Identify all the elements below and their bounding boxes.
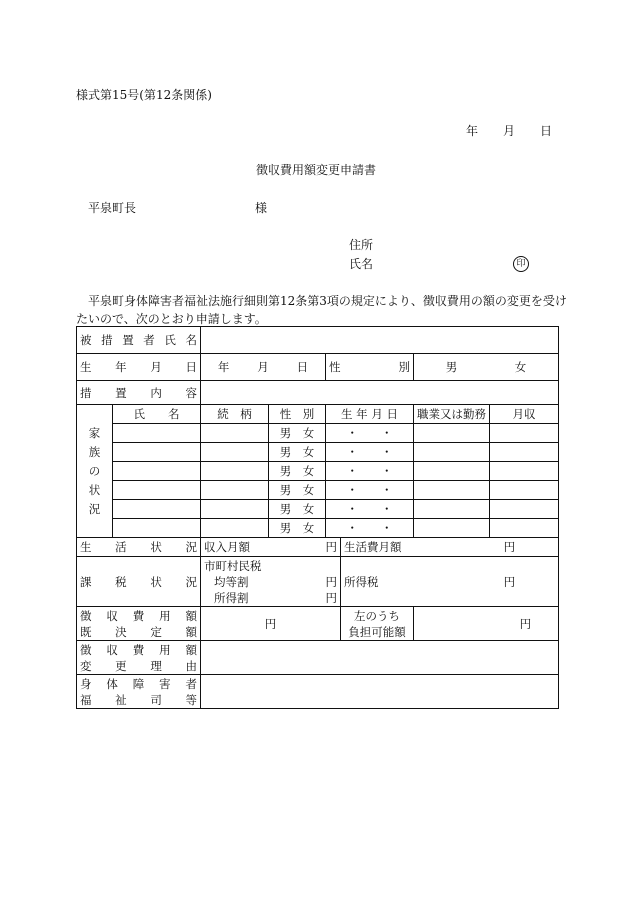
person-name-field[interactable] [201, 327, 559, 354]
family-relation-cell[interactable] [201, 462, 269, 481]
measure-label: 措置内容 [77, 381, 201, 405]
gender-label: 性別 [326, 354, 414, 381]
gender-field[interactable] [414, 354, 559, 381]
family-birth-cell[interactable]: ・ ・ [326, 481, 414, 500]
decided-amount-label [77, 607, 201, 641]
yen-unit: 円 [503, 540, 516, 554]
application-table [76, 326, 559, 709]
family-gender-cell[interactable]: 男 女 [269, 443, 326, 462]
disability-label-line-1: 身体障害者 [80, 676, 197, 691]
honorific: 様 [255, 201, 268, 215]
family-relation-cell[interactable] [201, 500, 269, 519]
living-expense-label: 生活費月額 [344, 540, 402, 554]
family-name-cell[interactable] [113, 424, 201, 443]
burden-amount-field[interactable] [414, 607, 559, 641]
date-day-label: 日 [540, 124, 553, 138]
family-row [77, 462, 559, 481]
address-label: 住所 [349, 238, 374, 252]
measure-field[interactable] [201, 381, 559, 405]
monthly-income-label: 収入月額 [204, 540, 250, 554]
form-number: 様式第15号(第12条関係) [76, 88, 212, 102]
disability-label-line-2: 福祉司等 [80, 692, 197, 707]
family-birth-cell[interactable]: ・ ・ [326, 462, 414, 481]
family-label-char: の [88, 463, 101, 478]
date-year-label: 年 [466, 124, 479, 138]
family-income-cell[interactable] [490, 481, 559, 500]
income-tax-label: 所得税 [344, 574, 379, 589]
family-job-cell[interactable] [414, 424, 490, 443]
family-row [77, 443, 559, 462]
person-name-label: 被措置者氏名 [77, 327, 201, 354]
birth-field[interactable] [201, 354, 326, 381]
birth-day-label: 日 [296, 360, 309, 374]
intro-line-2: たいので、次のとおり申請します。 [76, 312, 267, 326]
family-row [77, 424, 559, 443]
change-reason-field[interactable] [201, 641, 559, 675]
family-relation-cell[interactable] [201, 519, 269, 538]
family-header-birth: 生 年 月 日 [326, 405, 414, 424]
family-gender-cell[interactable]: 男 女 [269, 424, 326, 443]
decided-label-line-2: 既決定額 [80, 624, 197, 639]
reason-label-line-1: 徴収費用額 [80, 642, 197, 657]
male-option[interactable]: 男 [445, 360, 458, 374]
yen-unit: 円 [325, 590, 337, 605]
family-birth-cell[interactable]: ・ ・ [326, 443, 414, 462]
family-job-cell[interactable] [414, 519, 490, 538]
yen-unit: 円 [264, 616, 277, 631]
monthly-income-field[interactable] [201, 538, 341, 557]
document-title: 徴収費用額変更申請書 [256, 163, 377, 177]
female-option[interactable]: 女 [514, 360, 527, 374]
family-row [77, 481, 559, 500]
family-name-cell[interactable] [113, 519, 201, 538]
municipal-tax-label: 市町村民税 [204, 558, 262, 573]
burden-label-line-1: 左のうち [354, 608, 400, 623]
family-job-cell[interactable] [414, 443, 490, 462]
family-income-cell[interactable] [490, 462, 559, 481]
family-label-char: 状 [88, 482, 101, 497]
date-month-label: 月 [503, 124, 516, 138]
family-income-cell[interactable] [490, 443, 559, 462]
name-label: 氏名 [349, 257, 374, 271]
reason-label-line-2: 変更理由 [80, 658, 197, 673]
living-status-label: 生活状況 [77, 538, 201, 557]
family-gender-cell[interactable]: 男 女 [269, 481, 326, 500]
family-label-char: 家 [88, 425, 101, 440]
birth-label: 生年月日 [77, 354, 201, 381]
family-job-cell[interactable] [414, 500, 490, 519]
family-relation-cell[interactable] [201, 424, 269, 443]
birth-month-label: 月 [257, 360, 269, 374]
family-job-cell[interactable] [414, 481, 490, 500]
seal-mark [513, 255, 529, 272]
disability-officer-field[interactable] [201, 675, 559, 709]
family-name-cell[interactable] [113, 443, 201, 462]
yen-unit: 円 [503, 574, 516, 589]
decided-label-line-1: 徴収費用額 [80, 608, 197, 623]
family-birth-cell[interactable]: ・ ・ [326, 424, 414, 443]
family-income-cell[interactable] [490, 500, 559, 519]
income-tax-field[interactable] [341, 557, 559, 607]
family-job-cell[interactable] [414, 462, 490, 481]
burden-label-line-2: 負担可能額 [348, 624, 406, 639]
family-row [77, 519, 559, 538]
yen-unit: 円 [325, 574, 337, 589]
family-header-name: 氏 名 [113, 405, 201, 424]
addressee: 平泉町長 [88, 201, 137, 215]
family-row [77, 500, 559, 519]
family-header-relation: 続 柄 [201, 405, 269, 424]
change-reason-label [77, 641, 201, 675]
burden-label [341, 607, 414, 641]
yen-unit: 円 [325, 540, 337, 554]
living-expense-field[interactable] [341, 538, 559, 557]
birth-year-label: 年 [217, 360, 230, 374]
disability-officer-label [77, 675, 201, 709]
family-gender-cell[interactable]: 男 女 [269, 500, 326, 519]
yen-unit: 円 [519, 616, 532, 631]
municipal-tax-field[interactable] [201, 557, 341, 607]
family-income-cell[interactable] [490, 519, 559, 538]
intro-line-1: 平泉町身体障害者福祉法施行細則第12条第3項の規定により、徴収費用の額の変更を受け [88, 294, 567, 308]
family-label-char: 況 [88, 501, 101, 516]
family-header-income: 月収 [490, 405, 559, 424]
family-name-cell[interactable] [113, 462, 201, 481]
family-header-job: 職業又は勤務 [414, 405, 490, 424]
family-header-gender: 性 別 [269, 405, 326, 424]
family-income-cell[interactable] [490, 424, 559, 443]
family-name-cell[interactable] [113, 500, 201, 519]
tax-status-label: 課税状況 [77, 557, 201, 607]
per-capita-label: 均等割 [214, 574, 249, 589]
seal-icon: 印 [513, 256, 529, 272]
family-relation-cell[interactable] [201, 481, 269, 500]
family-relation-cell[interactable] [201, 443, 269, 462]
family-gender-cell[interactable]: 男 女 [269, 462, 326, 481]
family-label-char: 族 [88, 444, 101, 459]
decided-amount-field[interactable] [201, 607, 341, 641]
family-name-cell[interactable] [113, 481, 201, 500]
income-levy-label: 所得割 [214, 590, 249, 605]
family-status-label [77, 405, 113, 538]
family-birth-cell[interactable]: ・ ・ [326, 500, 414, 519]
family-birth-cell[interactable]: ・ ・ [326, 519, 414, 538]
family-gender-cell[interactable]: 男 女 [269, 519, 326, 538]
